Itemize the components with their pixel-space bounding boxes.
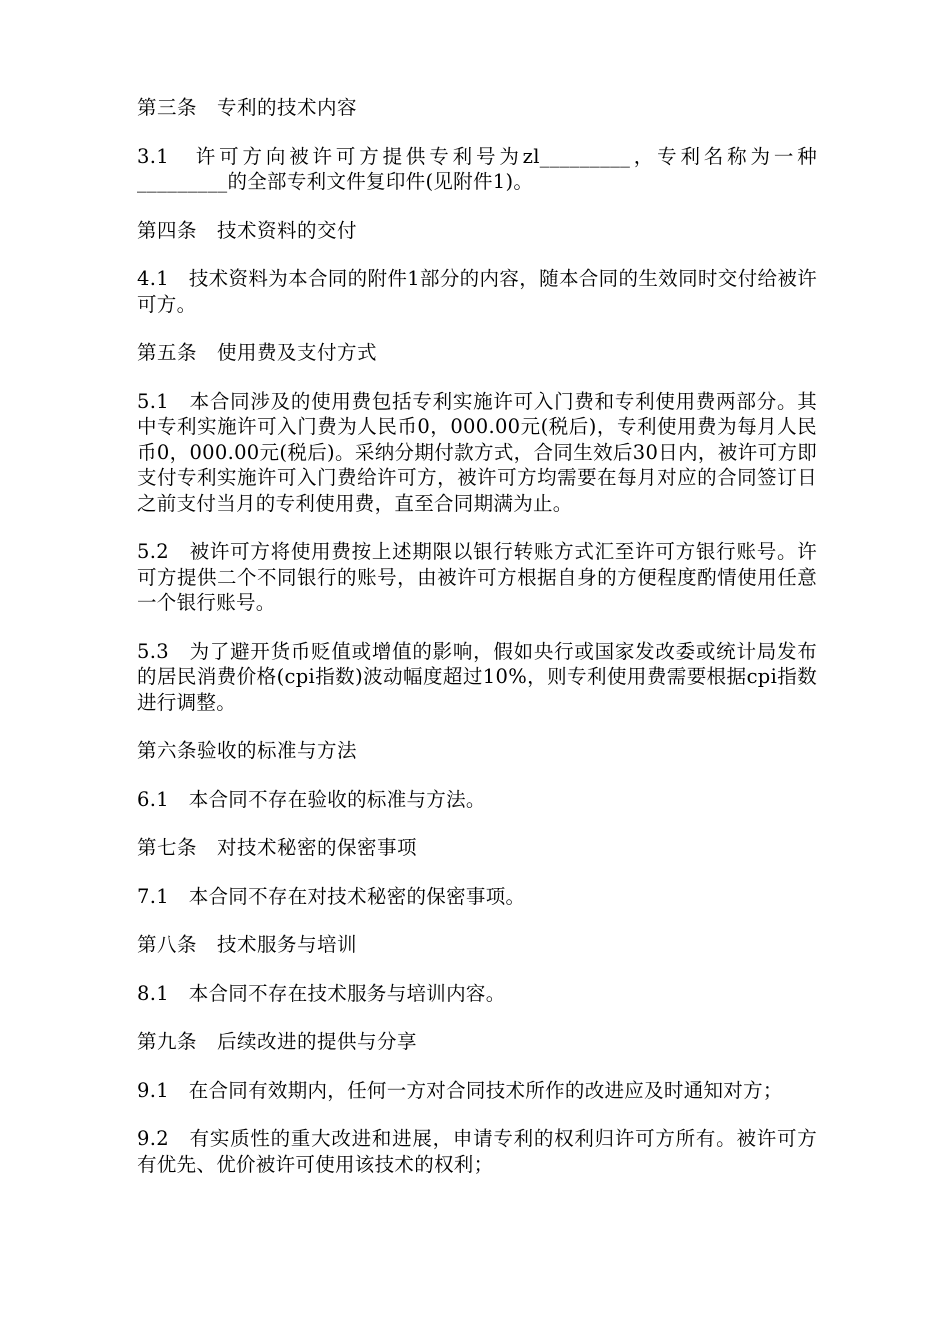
clause-3-1: 3.1 许可方向被许可方提供专利号为zl_________，专利名称为一种_________的全部专利文件复印件(见附件1)。 [137,144,817,193]
clause-4-1: 4.1 技术资料为本合同的附件1部分的内容，随本合同的生效同时交付给被许可方。 [137,267,817,316]
clause-8-1: 8.1 本合同不存在技术服务与培训内容。 [137,981,506,1005]
article-3-heading: 第三条 专利的技术内容 [137,96,358,119]
clause-7-1: 7.1 本合同不存在对技术秘密的保密事项。 [137,884,526,908]
document-page [137,95,817,1200]
clause-5-1: 5.1 本合同涉及的使用费包括专利实施许可入门费和专利使用费两部分。其中专利实施许可入门费为人民币0，000.00元(税后)，专利使用费为每月人民币0，000.00元(税后)。采纳分期付款方式，合同生效后30日内，被许可方即支付专利实施许可入门费给许可方，被许可方均需要在每月对应的合同签订日之前支付当月的专利使用费，直至合同期满为止。 [137,389,817,515]
clause-5-3: 5.3 为了避开货币贬值或增值的影响，假如央行或国家发改委或统计局发布的居民消费价格(cpi指数)波动幅度超过10%，则专利使用费需要根据cpi指数进行调整。 [137,639,817,714]
article-7-heading: 第七条 对技术秘密的保密事项 [137,836,418,859]
article-4-heading: 第四条 技术资料的交付 [137,218,358,242]
article-5-heading: 第五条 使用费及支付方式 [137,341,378,364]
clause-9-1: 9.1 在合同有效期内，任何一方对合同技术所作的改进应及时通知对方； [137,1078,783,1102]
clause-9-2: 9.2 有实质性的重大改进和进展，申请专利的权利归许可方所有。被许可方有优先、优价被许可使用该技术的权利； [137,1127,817,1176]
article-6-heading: 第六条验收的标准与方法 [137,739,358,762]
article-9-heading: 第九条 后续改进的提供与分享 [137,1030,418,1053]
article-8-heading: 第八条 技术服务与培训 [137,933,358,956]
clause-5-2: 5.2 被许可方将使用费按上述期限以银行转账方式汇至许可方银行账号。许可方提供二个不同银行的账号，由被许可方根据自身的方便程度酌情使用任意一个银行账号。 [137,540,817,614]
clause-6-1: 6.1 本合同不存在验收的标准与方法。 [137,787,486,811]
